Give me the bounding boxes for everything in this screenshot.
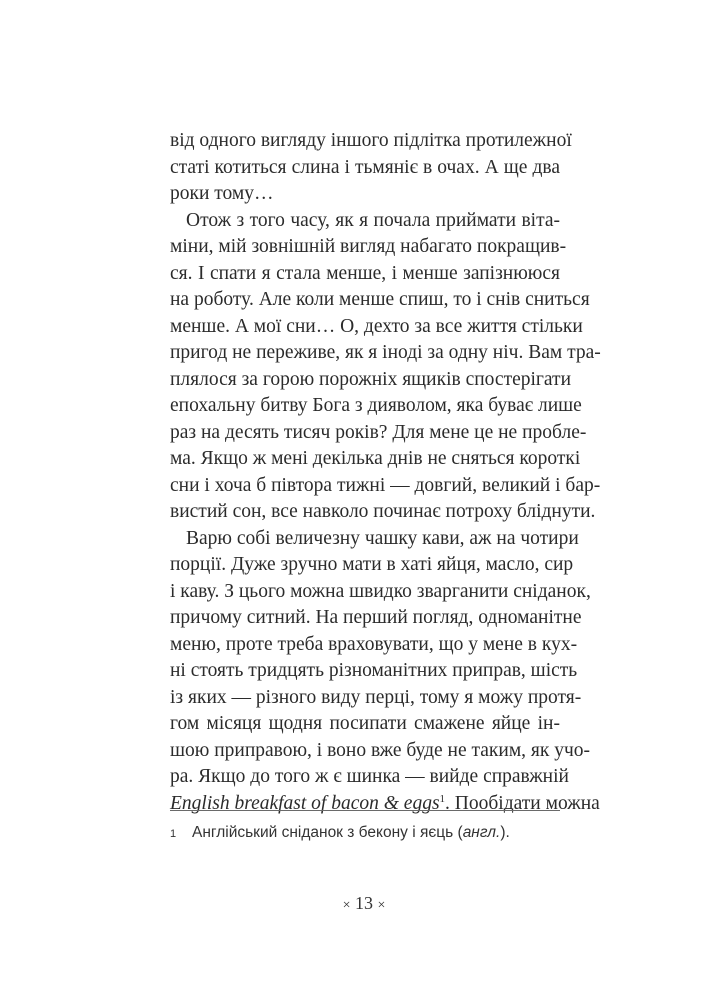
ornament-right-icon: × [377,898,386,913]
text-line: сни і хоча б півтора тижні — довгий, великий і бар- [170,474,601,496]
text-line: шою приправою, і воно вже буде не таким, як учо- [170,739,591,761]
italic-phrase: English breakfast of bacon & eggs [170,792,440,814]
paragraph-first-line: Варю собі величезну чашку кави, аж на чотири [186,527,579,549]
text-line: на роботу. Але коли менше спиш, то і снів сниться [170,289,590,310]
text-line: гом місяця щодня посипати смажене яйце ін- [170,713,560,734]
text-line: меню, проте треба враховувати, що у мене в кух- [170,633,578,655]
text-line: і каву. З цього можна швидко зварганити сніданок, [170,580,591,602]
footnote-tail: ). [500,824,510,841]
text-line: ма. Якщо ж мені декілька днів не сняться короткі [170,448,581,469]
text-line: епохальну битву Бога з дияволом, яка буває лише [170,395,582,416]
line-continuation: . Пообідати можна [445,792,600,814]
text-line: міни, мій зовнішній вигляд набагато покращив- [170,236,567,257]
text-line: статі котиться слина і тьмяніє в очах. А ще два [170,156,560,178]
text-line: раз на десять тисяч років? Для мене це не пробле- [170,421,587,443]
text-line-with-footnote-ref [170,789,600,819]
text-line: причому ситний. На перший погляд, одноманітне [170,607,582,628]
text-line: ра. Якщо до того ж є шинка — вийде справжній [170,766,569,787]
text-line: від одного вигляду іншого підлітка протилежної [170,130,572,151]
text-line: із яких — різного виду перці, тому я можу протя- [170,686,582,708]
footnote-divider [170,810,560,811]
ornament-left-icon: × [342,898,351,913]
page-number-footer [0,893,728,914]
text-line: плялося за горою порожніх ящиків спостерігати [170,368,572,390]
footnote [170,822,560,845]
text-line: ся. І спати я стала менше, і менше запізнююся [170,262,560,284]
text-line: ні стоять тридцять різноманітних приправ, шість [170,660,578,681]
text-line: роки тому… [170,183,274,204]
text-line: порції. Дуже зручно мати в хаті яйця, масло, сир [170,554,574,575]
footnote-number: 1 [170,828,177,840]
footnote-reference: 1 [439,792,446,805]
footnote-italic: англ. [462,824,501,841]
text-line: менше. А мої сни… О, дехто за все життя стільки [170,315,583,337]
footnote-text: Англійський сніданок з бекону і яєць ( [192,824,463,841]
page-number: 13 [355,893,373,913]
paragraph-first-line: Отож з того часу, як я почала приймати віта- [186,209,560,231]
text-line: вистий сон, все навколо починає потроху блiднути. [170,501,596,522]
text-line: пригод не переживе, як я іноді за одну ніч. Вам тра- [170,342,601,363]
